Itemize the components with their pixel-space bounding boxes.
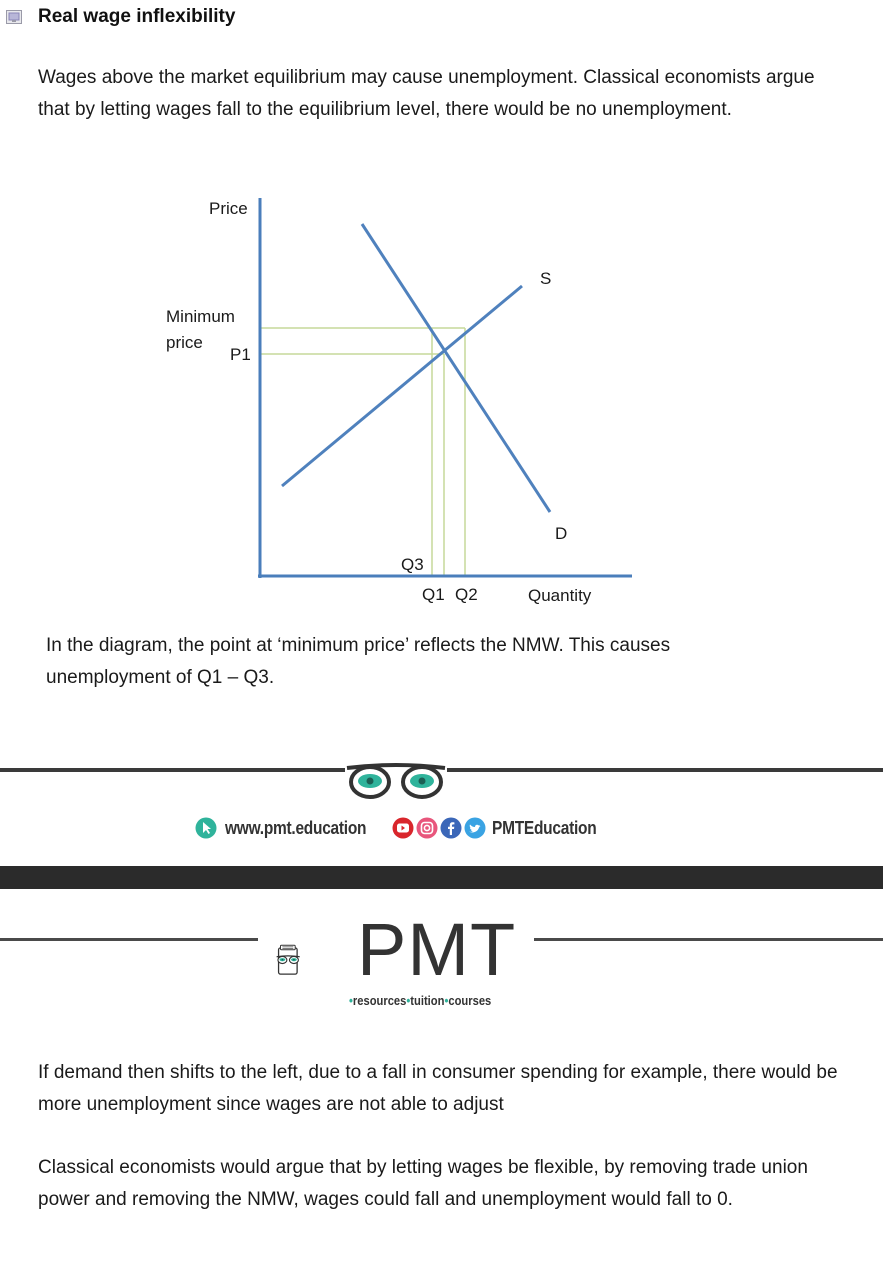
twitter-icon[interactable]: [464, 817, 486, 839]
heading-row: [6, 4, 235, 30]
youtube-icon[interactable]: [392, 817, 414, 839]
website-url[interactable]: www.pmt.education: [225, 817, 367, 838]
cursor-icon: [195, 817, 217, 839]
page-break-bar: [0, 866, 883, 889]
quantity-axis-label: Quantity: [528, 586, 592, 605]
q2-label: Q2: [455, 585, 478, 604]
tagline-courses: courses: [448, 993, 492, 1008]
price-axis-label: Price: [209, 199, 248, 218]
website-link[interactable]: [195, 815, 389, 841]
diagram-caption: In the diagram, the point at ‘minimum price’ reflects the NMW. This causes unemployment of Q1 – Q3.: [46, 635, 671, 688]
social-links: [392, 815, 613, 841]
classical-view-paragraph: Classical economists would argue that by letting wages be flexible, by removing trade union power and removing the NMW, wages could fall and unemployment would fall to 0.: [38, 1157, 808, 1210]
facebook-icon[interactable]: [440, 817, 462, 839]
footer-divider-left: [0, 768, 345, 772]
pmt-logo-text: PMT: [357, 908, 517, 991]
book-icon: [276, 910, 356, 1010]
document-bullet-icon: [6, 10, 22, 24]
glasses-icon: [345, 758, 447, 804]
tagline-tuition: tuition: [410, 993, 445, 1008]
section-heading: Real wage inflexibility: [38, 6, 236, 27]
social-handle[interactable]: PMTEducation: [492, 817, 597, 838]
supply-label: S: [540, 269, 552, 288]
minimum-price-label-line2: price: [166, 333, 203, 352]
q1-label: Q1: [422, 585, 445, 604]
logo-divider-left: [0, 938, 258, 941]
pmt-tagline: •resources•tuition•courses: [349, 993, 492, 1008]
instagram-icon[interactable]: [416, 817, 438, 839]
demand-label: D: [555, 524, 568, 543]
guide-lines: [260, 328, 465, 576]
demand-curve: [362, 224, 550, 512]
demand-shift-paragraph: If demand then shifts to the left, due to a fall in consumer spending for example, there would be more unemployment since wages are not able to adjust: [38, 1062, 838, 1115]
intro-paragraph: Wages above the market equilibrium may cause unemployment. Classical economists argue that by letting wages fall to the equilibrium level, there would be no unemployment.: [38, 67, 815, 120]
tagline-resources: resources: [352, 993, 407, 1008]
logo-divider-right: [534, 938, 883, 941]
minimum-price-label-line1: Minimum: [166, 307, 235, 326]
footer-divider-right: [447, 768, 883, 772]
labour-market-diagram: [0, 188, 883, 618]
q3-label: Q3: [401, 555, 424, 574]
supply-curve: [282, 286, 522, 486]
p1-label: P1: [230, 345, 251, 364]
